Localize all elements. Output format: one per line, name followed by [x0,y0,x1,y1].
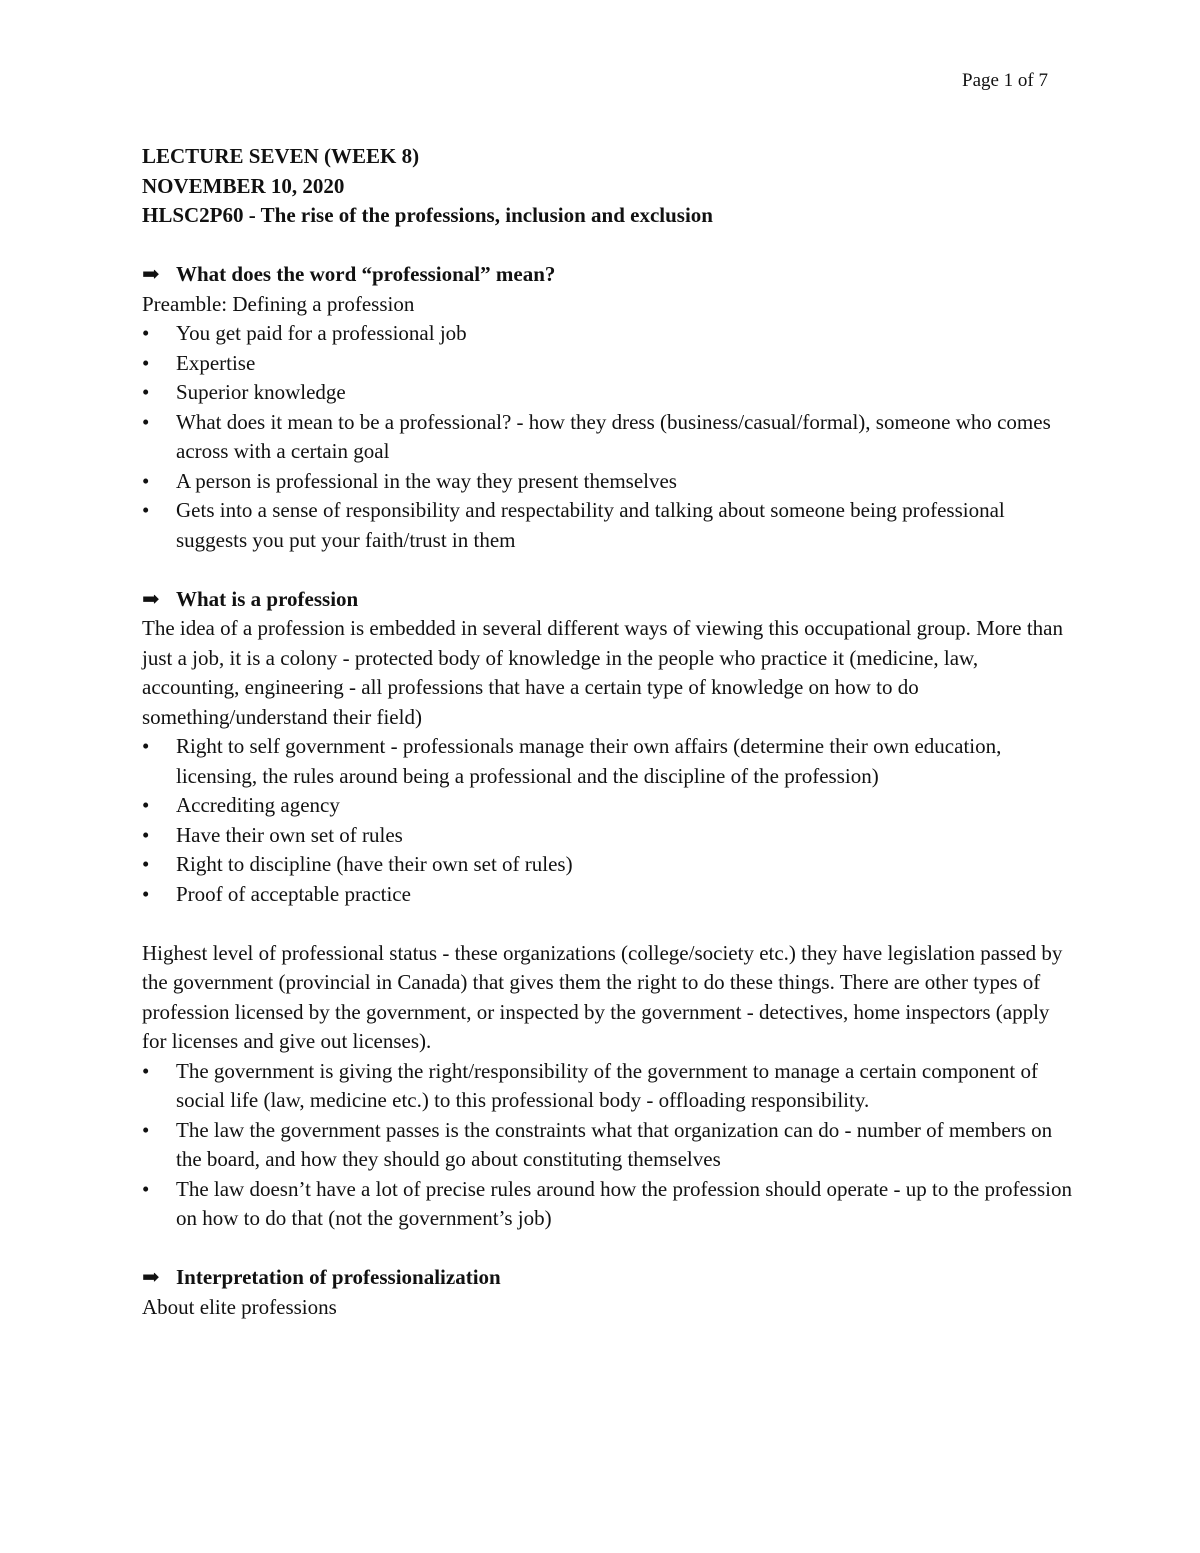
list-item [142,408,1072,467]
section-heading [142,260,1072,290]
bullet-icon: • [142,498,150,522]
list-item-text: A person is professional in the way they present themselves [176,468,677,493]
section-paragraph: Highest level of professional status - these organizations (college/society etc.) they have legislation passed by the government (provincial in Canada) that gives them the right to do these things. There are other types of profession licensed by the government, or inspected by the government - detectives, home inspectors (apply for licenses and give out licenses). [142,940,1063,1053]
list-item-text: The law the government passes is the constraints what that organization can do - number of members on the board, and how they should go about constituting themselves [176,1117,1053,1171]
list-item [142,850,1072,880]
bullet-icon: • [142,852,150,876]
bullet-icon: • [142,409,150,434]
section-heading-text: Interpretation of professionalization [176,1265,501,1289]
list-item-text: Superior knowledge [176,380,346,404]
list-item-text: Proof of acceptable practice [176,881,411,906]
bullet-icon: • [142,350,150,375]
arrow-icon: ➡ [142,262,160,286]
bullet-icon: • [142,881,150,906]
list-item-text: Right to discipline (have their own set of rules) [176,852,573,876]
list-item [142,467,1072,497]
section-professional-meaning [142,260,1072,555]
list-item-text: What does it mean to be a professional? - how they dress (business/casual/formal), someone who comes across with a certain goal [176,409,1051,463]
bullet-icon: • [142,734,150,758]
list-item [142,880,1072,910]
bullet-list [142,1057,1072,1234]
page-number: Page 1 of 7 [962,70,1049,91]
list-item [142,349,1072,379]
title-block [142,142,1072,231]
section-heading [142,1263,1072,1293]
section-intro: About elite professions [142,1294,337,1319]
list-item-text: The law doesn’t have a lot of precise rules around how the profession should operate - up to the profession on how to do that (not the government’s job) [176,1176,1072,1230]
list-item [142,496,1072,555]
section-heading [142,585,1072,615]
list-item-text: Expertise [176,350,256,375]
list-item [142,791,1072,821]
arrow-icon: ➡ [142,586,160,611]
course-title: HLSC2P60 - The rise of the professions, inclusion and exclusion [142,203,713,227]
bullet-icon: • [142,793,150,817]
list-item [142,732,1072,791]
list-item [142,1057,1072,1116]
bullet-icon: • [142,1176,150,1201]
list-item-text: Accrediting agency [176,793,340,817]
list-item [142,1175,1072,1234]
lecture-date: NOVEMBER 10, 2020 [142,173,345,198]
bullet-icon: • [142,822,150,847]
list-item [142,378,1072,408]
list-item-text: Right to self government - professionals manage their own affairs (determine their own education, licensing, the rules around being a professional and the discipline of the profession) [176,734,1002,788]
section-heading-text: What is a profession [176,586,359,611]
list-item-text: Have their own set of rules [176,822,403,847]
document-body [142,142,1072,1322]
list-item-text: You get paid for a professional job [176,321,467,345]
arrow-icon: ➡ [142,1265,160,1289]
section-what-is-profession [142,585,1072,1234]
bullet-list [142,732,1072,909]
bullet-icon: • [142,321,150,345]
list-item [142,821,1072,851]
bullet-icon: • [142,468,150,493]
bullet-icon: • [142,1117,150,1142]
list-item-text: Gets into a sense of responsibility and respectability and talking about someone being professional suggests you put your faith/trust in them [176,498,1005,552]
lecture-title: LECTURE SEVEN (WEEK 8) [142,144,420,168]
list-item [142,319,1072,349]
list-item [142,1116,1072,1175]
section-heading-text: What does the word “professional” mean? [176,262,556,286]
section-professionalization [142,1263,1072,1322]
section-intro: The idea of a profession is embedded in several different ways of viewing this occupational group. More than just a job, it is a colony - protected body of knowledge in the people who practice it (medicine, law, accounting, engineering - all professions that have a certain type of knowledge on how to do something/understand their field) [142,616,1064,729]
bullet-list [142,319,1072,555]
section-intro: Preamble: Defining a profession [142,291,415,316]
bullet-icon: • [142,380,150,404]
list-item-text: The government is giving the right/responsibility of the government to manage a certain component of social life (law, medicine etc.) to this professional body - offloading responsibility. [176,1058,1038,1112]
bullet-icon: • [142,1058,150,1083]
